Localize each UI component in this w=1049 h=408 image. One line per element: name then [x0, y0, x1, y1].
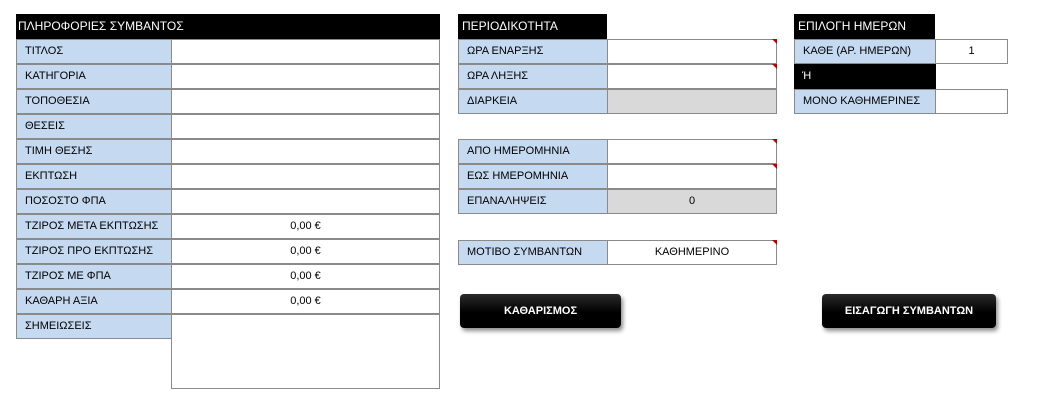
notes-field[interactable]	[171, 314, 440, 389]
to-date-field[interactable]	[607, 164, 777, 189]
event-title-label: ΤΙΤΛΟΣ	[16, 39, 172, 64]
vat-rate-label: ΠΟΣΟΣΤΟ ΦΠΑ	[16, 189, 172, 214]
start-time-label: ΩΡΑ ΕΝΑΡΞΗΣ	[458, 39, 608, 64]
or-separator: Ή	[794, 64, 936, 89]
net-value-value: 0,00 €	[171, 289, 440, 314]
event-title-field[interactable]	[171, 39, 440, 64]
event-seats-label: ΘΕΣΕΙΣ	[16, 114, 172, 139]
repetitions-value: 0	[607, 189, 777, 214]
seat-price-label: ΤΙΜΗ ΘΕΣΗΣ	[16, 139, 172, 164]
end-time-label: ΩΡΑ ΛΗΞΗΣ	[458, 64, 608, 89]
event-location-label: ΤΟΠΟΘΕΣΙΑ	[16, 89, 172, 114]
every-n-days-row	[794, 39, 1008, 64]
turnover-after-discount-value: 0,00 €	[171, 214, 440, 239]
end-time-field[interactable]	[607, 64, 777, 89]
pattern-row	[458, 240, 777, 265]
turnover-with-vat-label: ΤΖΙΡΟΣ ΜΕ ΦΠΑ	[16, 264, 172, 289]
event-category-field[interactable]	[171, 64, 440, 89]
weekdays-only-label: ΜΟΝΟ ΚΑΘΗΜΕΡΙΝΕΣ	[794, 89, 936, 114]
day-selection-header: ΕΠΙΛΟΓΗ ΗΜΕΡΩΝ	[794, 14, 935, 39]
turnover-before-discount-value: 0,00 €	[171, 239, 440, 264]
net-value-label: ΚΑΘΑΡΗ ΑΞΙΑ	[16, 289, 172, 314]
from-date-row	[458, 139, 777, 164]
turnover-after-discount-label: ΤΖΙΡΟΣ ΜΕΤΑ ΕΚΠΤΩΣΗΣ	[16, 214, 172, 239]
comment-marker	[772, 39, 777, 44]
every-n-days-field[interactable]: 1	[935, 39, 1008, 64]
to-date-row	[458, 164, 777, 189]
from-date-label: ΑΠΟ ΗΜΕΡΟΜΗΝΙΑ	[458, 139, 608, 164]
comment-marker	[772, 139, 777, 144]
vat-rate-row	[16, 189, 440, 214]
pattern-select[interactable]: ΚΑΘΗΜΕΡΙΝΟ	[607, 240, 777, 265]
notes-row	[16, 314, 440, 389]
event-info-header: ΠΛΗΡΟΦΟΡΙΕΣ ΣΥΜΒΑΝΤΟΣ	[16, 14, 440, 39]
discount-row	[16, 164, 440, 189]
turnover-before-discount-label: ΤΖΙΡΟΣ ΠΡΟ ΕΚΠΤΩΣΗΣ	[16, 239, 172, 264]
event-info-table	[16, 39, 440, 389]
period-times-table	[458, 39, 777, 114]
event-seats-row	[16, 114, 440, 139]
day-selection-table	[794, 39, 1008, 114]
event-category-row	[16, 64, 440, 89]
pattern-label: ΜΟΤΙΒΟ ΣΥΜΒΑΝΤΩΝ	[458, 240, 608, 265]
start-time-field[interactable]	[607, 39, 777, 64]
event-location-field[interactable]	[171, 89, 440, 114]
vat-rate-field[interactable]	[171, 189, 440, 214]
weekdays-only-field[interactable]	[935, 89, 1008, 114]
event-seats-field[interactable]	[171, 114, 440, 139]
end-time-row	[458, 64, 777, 89]
from-date-field[interactable]	[607, 139, 777, 164]
pattern-table	[458, 240, 777, 265]
discount-label: ΕΚΠΤΩΣΗ	[16, 164, 172, 189]
period-header: ΠΕΡΙΟΔΙΚΟΤΗΤΑ	[458, 14, 607, 39]
repetitions-row	[458, 189, 777, 214]
every-n-days-label: ΚΑΘΕ (ΑΡ. ΗΜΕΡΩΝ)	[794, 39, 936, 64]
turnover-with-vat-value: 0,00 €	[171, 264, 440, 289]
comment-marker	[772, 164, 777, 169]
event-title-row	[16, 39, 440, 64]
event-category-label: ΚΑΤΗΓΟΡΙΑ	[16, 64, 172, 89]
weekdays-only-row	[794, 89, 1008, 114]
insert-events-button[interactable]: ΕΙΣΑΓΩΓΗ ΣΥΜΒΑΝΤΩΝ	[822, 294, 996, 328]
seat-price-field[interactable]	[171, 139, 440, 164]
duration-value	[607, 89, 777, 114]
start-time-row	[458, 39, 777, 64]
event-location-row	[16, 89, 440, 114]
duration-label: ΔΙΑΡΚΕΙΑ	[458, 89, 608, 114]
discount-field[interactable]	[171, 164, 440, 189]
to-date-label: ΕΩΣ ΗΜΕΡΟΜΗΝΙΑ	[458, 164, 608, 189]
clear-button[interactable]: ΚΑΘΑΡΙΣΜΟΣ	[460, 294, 621, 328]
turnover-with-vat-row	[16, 264, 440, 289]
seat-price-row	[16, 139, 440, 164]
duration-row	[458, 89, 777, 114]
comment-marker	[772, 240, 777, 245]
repetitions-label: ΕΠΑΝΑΛΗΨΕΙΣ	[458, 189, 608, 214]
turnover-before-discount-row	[16, 239, 440, 264]
turnover-after-discount-row	[16, 214, 440, 239]
period-dates-table	[458, 139, 777, 214]
notes-label: ΣΗΜΕΙΩΣΕΙΣ	[16, 314, 172, 339]
net-value-row	[16, 289, 440, 314]
comment-marker	[772, 64, 777, 69]
